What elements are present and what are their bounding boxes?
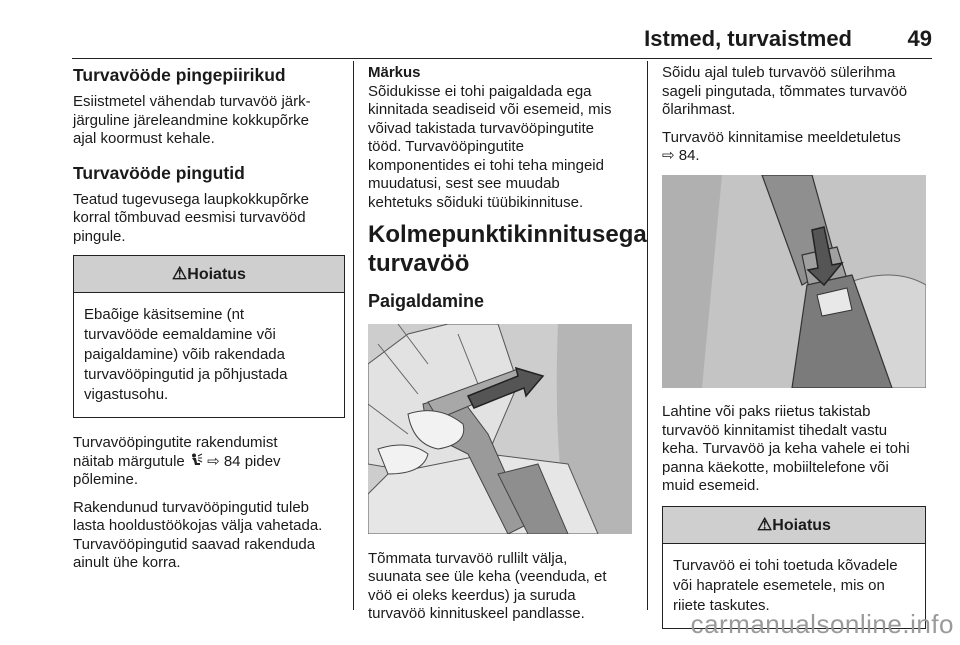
note-title: Märkus: [368, 64, 421, 81]
page-number: 49: [907, 26, 932, 51]
warning-text: Ebaõige käsitsemine (nt turvavööde eemaldamine või paigaldamine) võib rakendada turvavööpingutid ja põhjustada vigastusohu.: [84, 306, 288, 403]
warning-title: Hoiatus: [772, 516, 831, 534]
page-ref-arrow-icon: ⇨: [662, 147, 675, 164]
warning-triangle-icon: ⚠: [172, 264, 188, 283]
page-ref: 84 pidev: [223, 452, 281, 470]
paragraph: Tõmmata turvavöö rullilt välja, suunata see üle keha (veenduda, et vöö ei oleks keerdus) ja suruda turvavöö kinnituskeel pandlasse.: [368, 549, 607, 622]
column-3: [662, 64, 926, 645]
column-2: [368, 64, 647, 633]
column-1: [73, 64, 345, 582]
paragraph: Sõidu ajal tuleb turvavöö sülerihma sageli pingutada, tõmmates turvavöö õlarihmast.: [662, 64, 908, 118]
warning-text: Turvavöö ei tohi toetuda kõvadele või hapratele esemetele, mis on riiete taskutes.: [673, 556, 898, 614]
airbag-indicator-icon: [189, 453, 203, 467]
paragraph: Teatud tugevusega laupkokkupõrke korral tõmbuvad eesmisi turvavööd pingule.: [73, 190, 310, 245]
column-divider-2: [647, 61, 648, 610]
paragraph-reminder: Turvavöö kinnitamise meeldetuletus ⇨ 84.: [662, 128, 901, 164]
paragraph: Esiistmetel vähendab turvavöö järk- järguline järeleandmine kokkupõrke ajal koormust kehale.: [73, 93, 311, 147]
warning-title: Hoiatus: [187, 266, 246, 283]
heading-belt-force-limiters: Turvavööde pingepiirikud: [73, 65, 286, 85]
warning-box: [73, 255, 345, 418]
page-title: Istmed, turvaistmed: [644, 26, 852, 51]
page-ref-arrow-icon: ⇨: [207, 452, 220, 470]
watermark: carmanualsonline.info: [690, 609, 954, 639]
warning-triangle-icon: ⚠: [757, 514, 773, 534]
paragraph-indicator: Turvavööpingutite rakendumist näitab märgutule ⇨ 84 pidev põlemine.: [73, 434, 281, 488]
illustration-fastening-belt: [368, 324, 636, 540]
warning-header: [663, 507, 925, 544]
paragraph: Lahtine või paks riietus takistab turvavöö kinnitamist tihedalt vastu keha. Turvavöö ja keha vahele ei tohi panna käekotte, mobiiltelefone või muid esemeid.: [662, 403, 910, 494]
illustration-belt-buckle: [662, 175, 926, 394]
page-ref: 84.: [678, 147, 700, 164]
warning-header: [74, 256, 344, 293]
heading-fastening: Paigaldamine: [368, 291, 485, 311]
heading-three-point-belt: Kolmepunktikinnitusega turvavöö: [368, 221, 647, 277]
heading-belt-pretensioners: Turvavööde pingutid: [73, 162, 245, 183]
column-divider-1: [353, 61, 354, 610]
note-text: Sõidukisse ei tohi paigaldada ega kinnitada seadiseid või esemeid, mis võivad takistada turvavööpingutite tööd. Turvavööpingutite komponentides ei tohi teha mingeid muudatusi, sest see muudab kehtetuks sõiduki tüübikinnituse.: [368, 82, 612, 211]
paragraph: Rakendunud turvavööpingutid tuleb lasta hooldustöökojas välja vahetada. Turvavööpingutid saavad rakenduda ainult ühe korra.: [73, 498, 323, 571]
header-rule: [72, 58, 932, 59]
